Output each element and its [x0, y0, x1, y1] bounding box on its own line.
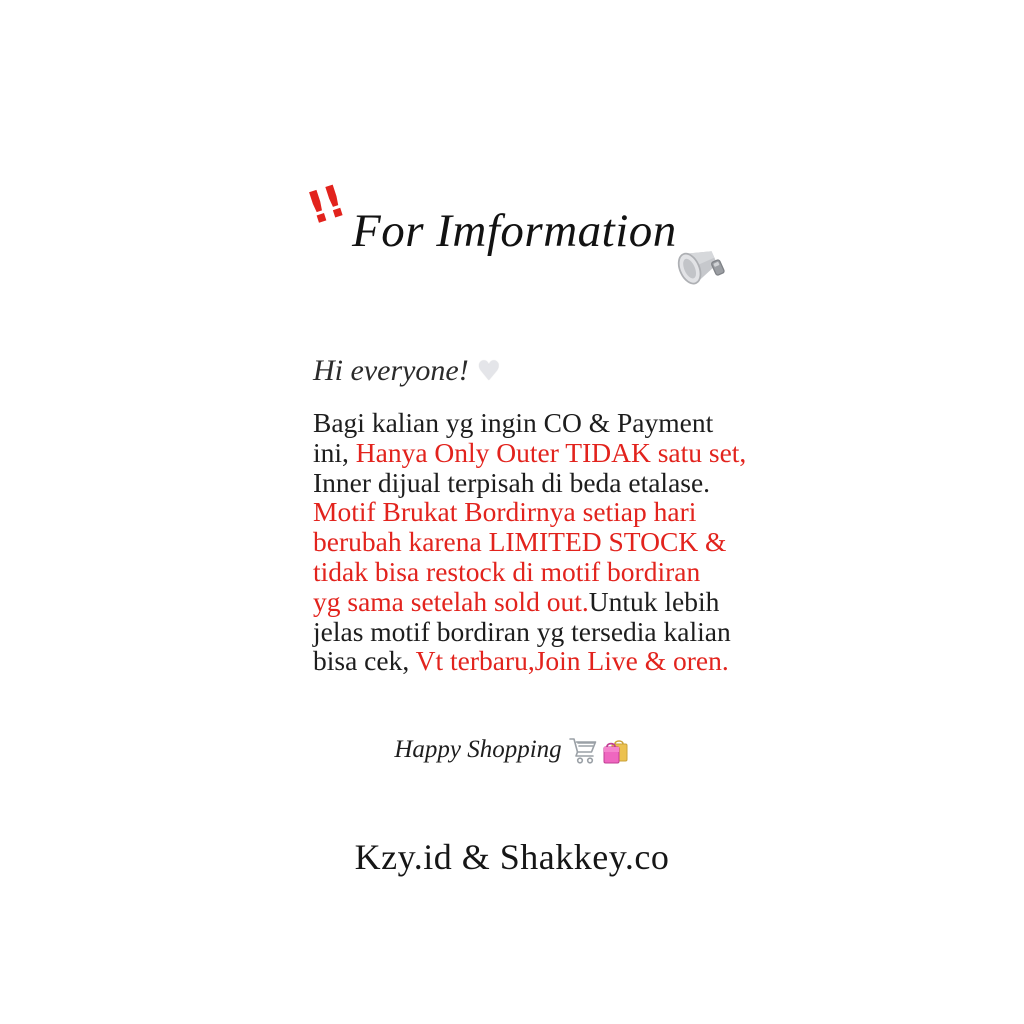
body-line	[313, 438, 753, 468]
body-segment: jelas motif bordiran yg tersedia kalian	[313, 615, 731, 647]
page-title: For Imformation	[352, 205, 677, 257]
happy-shopping-text: Happy Shopping	[394, 736, 562, 763]
body-line	[313, 557, 753, 587]
body-segment: Inner dijual terpisah di beda etalase.	[313, 466, 711, 498]
body-segment: yg sama setelah sold out.	[313, 585, 589, 617]
white-heart-icon: ♥	[476, 355, 501, 387]
megaphone-icon	[672, 236, 728, 292]
body-text	[313, 408, 753, 676]
greeting-text: Hi everyone!	[313, 354, 469, 387]
body-segment: ini,	[313, 436, 356, 468]
body-line	[313, 617, 753, 647]
shopping-bags-icon	[602, 735, 630, 765]
body-segment: tidak bisa restock di motif bordiran	[313, 555, 701, 587]
shopping-cart-icon	[568, 735, 602, 765]
happy-shopping-icons	[568, 735, 630, 765]
happy-shopping-row	[0, 735, 1024, 765]
body-line	[313, 497, 753, 527]
body-segment: bisa cek,	[313, 645, 416, 677]
body-segment: berubah karena LIMITED STOCK &	[313, 526, 727, 558]
body-line	[313, 646, 753, 676]
body-line	[313, 468, 753, 498]
body-line	[313, 527, 753, 557]
brand-names: Kzy.id & Shakkey.co	[354, 837, 670, 877]
body-segment: Vt terbaru,Join Live & oren.	[415, 645, 729, 677]
greeting	[313, 354, 501, 388]
body-line	[313, 408, 753, 438]
double-exclamation-icon: !!	[300, 175, 350, 236]
body-segment: Motif Brukat Bordirnya setiap hari	[313, 496, 697, 528]
body-line	[313, 587, 753, 617]
body-segment: Untuk lebih	[588, 585, 720, 617]
body-segment: Bagi kalian yg ingin CO & Payment	[313, 407, 714, 438]
body-segment: Hanya Only Outer TIDAK satu set,	[355, 436, 747, 468]
